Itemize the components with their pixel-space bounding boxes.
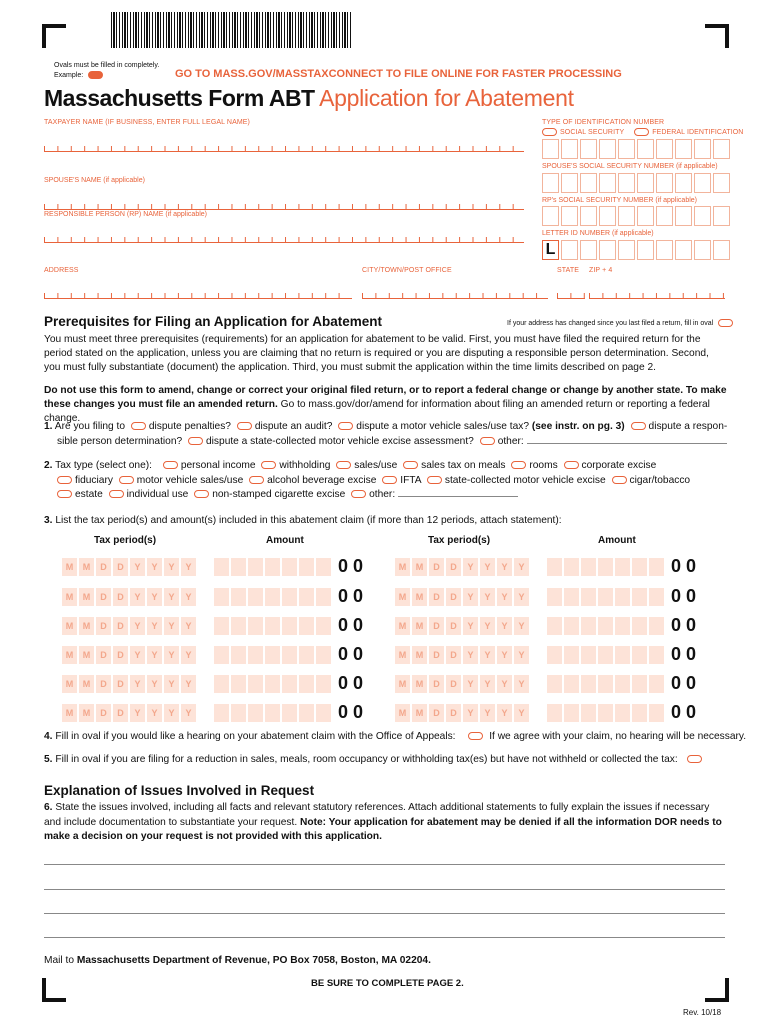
date-cell: M	[78, 557, 95, 577]
cents-zero: 0 0	[338, 615, 364, 635]
date-cell: M	[411, 557, 428, 577]
tax-period-input[interactable]	[61, 587, 197, 607]
question-3: 3. List the tax period(s) and amount(s) included in this abatement claim (if more than 12 periods, attach statement):	[44, 515, 562, 526]
date-cell: Y	[496, 703, 513, 723]
tax-type-oval[interactable]	[57, 476, 72, 484]
tax-type-oval[interactable]	[109, 490, 124, 498]
cents-zero: 0 0	[671, 556, 697, 576]
tax-period-input[interactable]	[394, 674, 530, 694]
date-cell: Y	[129, 587, 146, 607]
date-cell: Y	[129, 674, 146, 694]
date-cell: D	[428, 674, 445, 694]
date-cell: D	[95, 645, 112, 665]
tax-period-input[interactable]	[394, 616, 530, 636]
tax-period-input[interactable]	[61, 674, 197, 694]
rp-ssn-boxes[interactable]	[542, 206, 730, 226]
tax-type-oval[interactable]	[351, 490, 366, 498]
q1-audit-oval[interactable]	[237, 422, 252, 430]
amount-input[interactable]	[213, 645, 332, 665]
address-change-note: If your address has changed since you last filed a return, fill in oval	[507, 319, 736, 327]
tax-type-oval[interactable]	[511, 461, 526, 469]
date-cell: Y	[513, 674, 530, 694]
city-label: CITY/TOWN/POST OFFICE	[362, 267, 452, 274]
rp-name-label: RESPONSIBLE PERSON (RP) NAME (if applicable)	[44, 211, 207, 218]
date-cell: Y	[462, 587, 479, 607]
date-cell: D	[112, 557, 129, 577]
rp-name-field[interactable]	[44, 232, 524, 243]
address-label: ADDRESS	[44, 267, 79, 274]
corner-mark-bottom-right	[705, 978, 729, 1002]
complete-page2: BE SURE TO COMPLETE PAGE 2.	[311, 978, 464, 989]
amount-input[interactable]	[546, 557, 665, 577]
amount-input[interactable]	[213, 587, 332, 607]
letter-id-prefix: L	[542, 240, 559, 260]
tax-type-oval[interactable]	[427, 476, 442, 484]
date-cell: Y	[496, 616, 513, 636]
letter-id-boxes[interactable]	[542, 240, 730, 260]
amount-input[interactable]	[213, 616, 332, 636]
taxpayer-id-boxes[interactable]	[542, 139, 730, 159]
spouse-name-label: SPOUSE'S NAME (if applicable)	[44, 177, 145, 184]
date-cell: Y	[129, 703, 146, 723]
question-2: 2. Tax type (select one): personal income withholding sales/use sales tax on meals rooms corporate excise fiduciary motor vehicle sales/use alcohol beverage excise IFTA state-collected motor vehicle excise cigar/tobacco estate individual use non-stamped cigarette excise other:	[44, 460, 691, 500]
cents-zero: 0 0	[671, 673, 697, 693]
taxpayer-name-field[interactable]	[44, 141, 524, 152]
date-cell: Y	[129, 557, 146, 577]
question-6: 6. State the issues involved, including all facts and relevant statutory references. Attach additional statements to fully explain the issues if necessary and include documentation to substantiate your request. Note: Your application for abatement may be denied if all the information DOR needs to make a decision on your request is not provided with this application.	[44, 802, 722, 842]
date-cell: Y	[180, 645, 197, 665]
address-change-oval[interactable]	[718, 319, 733, 327]
date-cell: D	[445, 587, 462, 607]
date-cell: M	[394, 587, 411, 607]
date-cell: Y	[129, 645, 146, 665]
tax-period-input[interactable]	[394, 557, 530, 577]
date-cell: M	[394, 645, 411, 665]
online-notice: GO TO MASS.GOV/MASSTAXCONNECT TO FILE ONLINE FOR FASTER PROCESSING	[175, 68, 622, 80]
explanation-line[interactable]	[44, 864, 725, 865]
date-cell: Y	[146, 645, 163, 665]
date-cell: Y	[163, 616, 180, 636]
date-cell: Y	[163, 645, 180, 665]
date-cell: D	[95, 674, 112, 694]
date-cell: Y	[163, 703, 180, 723]
date-cell: D	[112, 645, 129, 665]
tax-type-oval[interactable]	[163, 461, 178, 469]
date-cell: Y	[462, 674, 479, 694]
date-cell: M	[411, 674, 428, 694]
tax-type-oval[interactable]	[249, 476, 264, 484]
amount-input[interactable]	[546, 616, 665, 636]
cents-zero: 0 0	[338, 644, 364, 664]
prereq-paragraph: You must meet three prerequisites (requirements) for an application for abatement to be valid. First, you must have filed the required return for the period stated on the application, unless you are claiming that no return is required or you are disputing a responsible person determination. Second, you must fully substantiate (document) the application. Third, you must submit the application within the time limits described on page 2.	[44, 334, 709, 373]
date-cell: M	[394, 703, 411, 723]
cents-zero: 0 0	[338, 556, 364, 576]
date-cell: Y	[513, 616, 530, 636]
cents-zero: 0 0	[338, 702, 364, 722]
date-cell: Y	[513, 645, 530, 665]
date-cell: Y	[496, 674, 513, 694]
date-cell: M	[78, 645, 95, 665]
question-1: 1. Are you filing to dispute penalties? dispute an audit? dispute a motor vehicle sales/use tax? (see instr. on pg. 3) dispute a respon- sible person determination? dispute a state-collected motor vehicle excise assessment? other:	[44, 421, 728, 447]
zip-label: ZIP + 4	[589, 267, 613, 274]
cents-zero: 0 0	[671, 586, 697, 606]
date-cell: M	[78, 587, 95, 607]
date-cell: D	[112, 674, 129, 694]
tax-type-oval[interactable]	[119, 476, 134, 484]
date-cell: Y	[513, 557, 530, 577]
date-cell: Y	[496, 557, 513, 577]
date-cell: D	[95, 587, 112, 607]
tax-type-oval[interactable]	[57, 490, 72, 498]
example-oval	[88, 71, 103, 79]
date-cell: D	[95, 703, 112, 723]
date-cell: Y	[146, 674, 163, 694]
date-cell: M	[61, 557, 78, 577]
state-label: STATE	[557, 267, 580, 274]
hearing-oval[interactable]	[468, 732, 483, 740]
date-cell: M	[61, 616, 78, 636]
date-cell: Y	[180, 557, 197, 577]
col-period-right: Tax period(s)	[428, 535, 491, 546]
date-cell: M	[78, 674, 95, 694]
date-cell: Y	[180, 587, 197, 607]
q1-rp-oval[interactable]	[631, 422, 646, 430]
col-amount-left: Amount	[266, 535, 304, 546]
date-cell: M	[394, 674, 411, 694]
date-cell: D	[445, 557, 462, 577]
explanation-heading: Explanation of Issues Involved in Request	[44, 783, 315, 798]
date-cell: Y	[479, 557, 496, 577]
city-field[interactable]	[362, 288, 548, 299]
cents-zero: 0 0	[671, 615, 697, 635]
date-cell: M	[394, 557, 411, 577]
date-cell: D	[112, 703, 129, 723]
date-cell: M	[78, 616, 95, 636]
date-cell: D	[428, 616, 445, 636]
date-cell: M	[411, 587, 428, 607]
tax-period-input[interactable]	[394, 645, 530, 665]
date-cell: D	[445, 616, 462, 636]
corner-mark-bottom-left	[42, 978, 66, 1002]
date-cell: Y	[146, 557, 163, 577]
date-cell: M	[61, 645, 78, 665]
date-cell: M	[61, 587, 78, 607]
date-cell: Y	[479, 587, 496, 607]
q1-mv-excise-oval[interactable]	[188, 437, 203, 445]
explanation-line[interactable]	[44, 889, 725, 890]
date-cell: Y	[479, 674, 496, 694]
date-cell: Y	[163, 587, 180, 607]
amount-input[interactable]	[213, 703, 332, 723]
reduction-oval[interactable]	[687, 755, 702, 763]
state-field[interactable]	[557, 288, 585, 299]
date-cell: Y	[462, 616, 479, 636]
letter-id-label: LETTER ID NUMBER (if applicable)	[542, 230, 654, 237]
date-cell: Y	[180, 616, 197, 636]
amount-input[interactable]	[213, 674, 332, 694]
tax-type-oval[interactable]	[382, 476, 397, 484]
address-field[interactable]	[44, 288, 352, 299]
date-cell: D	[112, 587, 129, 607]
ovals-note: Ovals must be filled in completely. Example:	[54, 62, 160, 79]
date-cell: M	[78, 703, 95, 723]
date-cell: D	[445, 703, 462, 723]
fein-oval[interactable]	[634, 128, 649, 136]
date-cell: Y	[146, 703, 163, 723]
explanation-line[interactable]	[44, 913, 725, 914]
date-cell: Y	[462, 703, 479, 723]
date-cell: Y	[479, 703, 496, 723]
cents-zero: 0 0	[338, 586, 364, 606]
date-cell: M	[61, 703, 78, 723]
date-cell: Y	[180, 674, 197, 694]
tax-type-oval[interactable]	[261, 461, 276, 469]
ssn-oval[interactable]	[542, 128, 557, 136]
tax-period-input[interactable]	[61, 703, 197, 723]
prereq-heading: Prerequisites for Filing an Application for Abatement	[44, 314, 383, 329]
cents-zero: 0 0	[671, 702, 697, 722]
mail-to: Mail to Massachusetts Department of Revenue, PO Box 7058, Boston, MA 02204.	[44, 955, 431, 966]
question-4: 4. Fill in oval if you would like a hearing on your abatement claim with the Office of Appeals: If we agree with your claim, no hearing will be necessary.	[44, 731, 747, 742]
q1-mv-sales-oval[interactable]	[338, 422, 353, 430]
date-cell: Y	[129, 616, 146, 636]
amount-input[interactable]	[546, 587, 665, 607]
date-cell: Y	[496, 645, 513, 665]
date-cell: Y	[496, 587, 513, 607]
q1-other-oval[interactable]	[480, 437, 495, 445]
tax-type-oval[interactable]	[194, 490, 209, 498]
id-type-options: SOCIAL SECURITY FEDERAL IDENTIFICATION	[542, 128, 743, 136]
date-cell: M	[411, 616, 428, 636]
tax-type-oval[interactable]	[612, 476, 627, 484]
amount-input[interactable]	[546, 645, 665, 665]
date-cell: D	[445, 674, 462, 694]
date-cell: Y	[462, 645, 479, 665]
date-cell: Y	[180, 703, 197, 723]
date-cell: Y	[513, 587, 530, 607]
spouse-name-field[interactable]	[44, 199, 524, 210]
date-cell: D	[95, 557, 112, 577]
taxpayer-name-label: TAXPAYER NAME (IF BUSINESS, ENTER FULL LEGAL NAME)	[44, 119, 250, 126]
col-period-left: Tax period(s)	[94, 535, 157, 546]
spouse-ssn-boxes[interactable]	[542, 173, 730, 193]
date-cell: D	[112, 616, 129, 636]
cents-zero: 0 0	[338, 673, 364, 693]
q1-penalties-oval[interactable]	[131, 422, 146, 430]
zip-field[interactable]	[589, 288, 725, 299]
date-cell: D	[428, 645, 445, 665]
corner-mark-top-right	[705, 24, 729, 48]
explanation-line[interactable]	[44, 937, 725, 938]
tax-period-input[interactable]	[61, 557, 197, 577]
tax-period-input[interactable]	[394, 587, 530, 607]
id-type-label: TYPE OF IDENTIFICATION NUMBER	[542, 119, 665, 126]
date-cell: Y	[146, 616, 163, 636]
corner-mark-top-left	[42, 24, 66, 48]
date-cell: D	[428, 703, 445, 723]
date-cell: Y	[462, 557, 479, 577]
date-cell: M	[394, 616, 411, 636]
date-cell: Y	[479, 645, 496, 665]
date-cell: M	[61, 674, 78, 694]
date-cell: D	[95, 616, 112, 636]
date-cell: M	[411, 645, 428, 665]
amend-warning: Do not use this form to amend, change or correct your original filed return, or to report a federal change or change by another state. To make these changes you must file an amended return. Go to mass.gov/dor/amend for information about filing an amended return or reporting a federal change.	[44, 385, 727, 424]
page-title: Massachusetts Form ABT Application for Abatement	[44, 85, 574, 111]
date-cell: Y	[163, 674, 180, 694]
amount-input[interactable]	[213, 557, 332, 577]
date-cell: M	[411, 703, 428, 723]
spouse-ssn-label: SPOUSE'S SOCIAL SECURITY NUMBER (if applicable)	[542, 163, 718, 170]
amount-input[interactable]	[546, 703, 665, 723]
barcode	[111, 12, 351, 48]
date-cell: D	[445, 645, 462, 665]
tax-period-input[interactable]	[394, 703, 530, 723]
date-cell: Y	[479, 616, 496, 636]
date-cell: Y	[146, 587, 163, 607]
tax-type-oval[interactable]	[336, 461, 351, 469]
date-cell: Y	[513, 703, 530, 723]
date-cell: D	[428, 557, 445, 577]
tax-period-input[interactable]	[61, 616, 197, 636]
col-amount-right: Amount	[598, 535, 636, 546]
date-cell: D	[428, 587, 445, 607]
cents-zero: 0 0	[671, 644, 697, 664]
question-5: 5. Fill in oval if you are filing for a reduction in sales, meals, room occupancy or withholding tax(es) but have not withheld or collected the tax:	[44, 753, 705, 768]
tax-type-oval[interactable]	[403, 461, 418, 469]
rp-ssn-label: RP's SOCIAL SECURITY NUMBER (if applicable)	[542, 197, 697, 204]
tax-type-oval[interactable]	[564, 461, 579, 469]
revision: Rev. 10/18	[683, 1008, 722, 1017]
date-cell: Y	[163, 557, 180, 577]
amount-input[interactable]	[546, 674, 665, 694]
tax-period-input[interactable]	[61, 645, 197, 665]
